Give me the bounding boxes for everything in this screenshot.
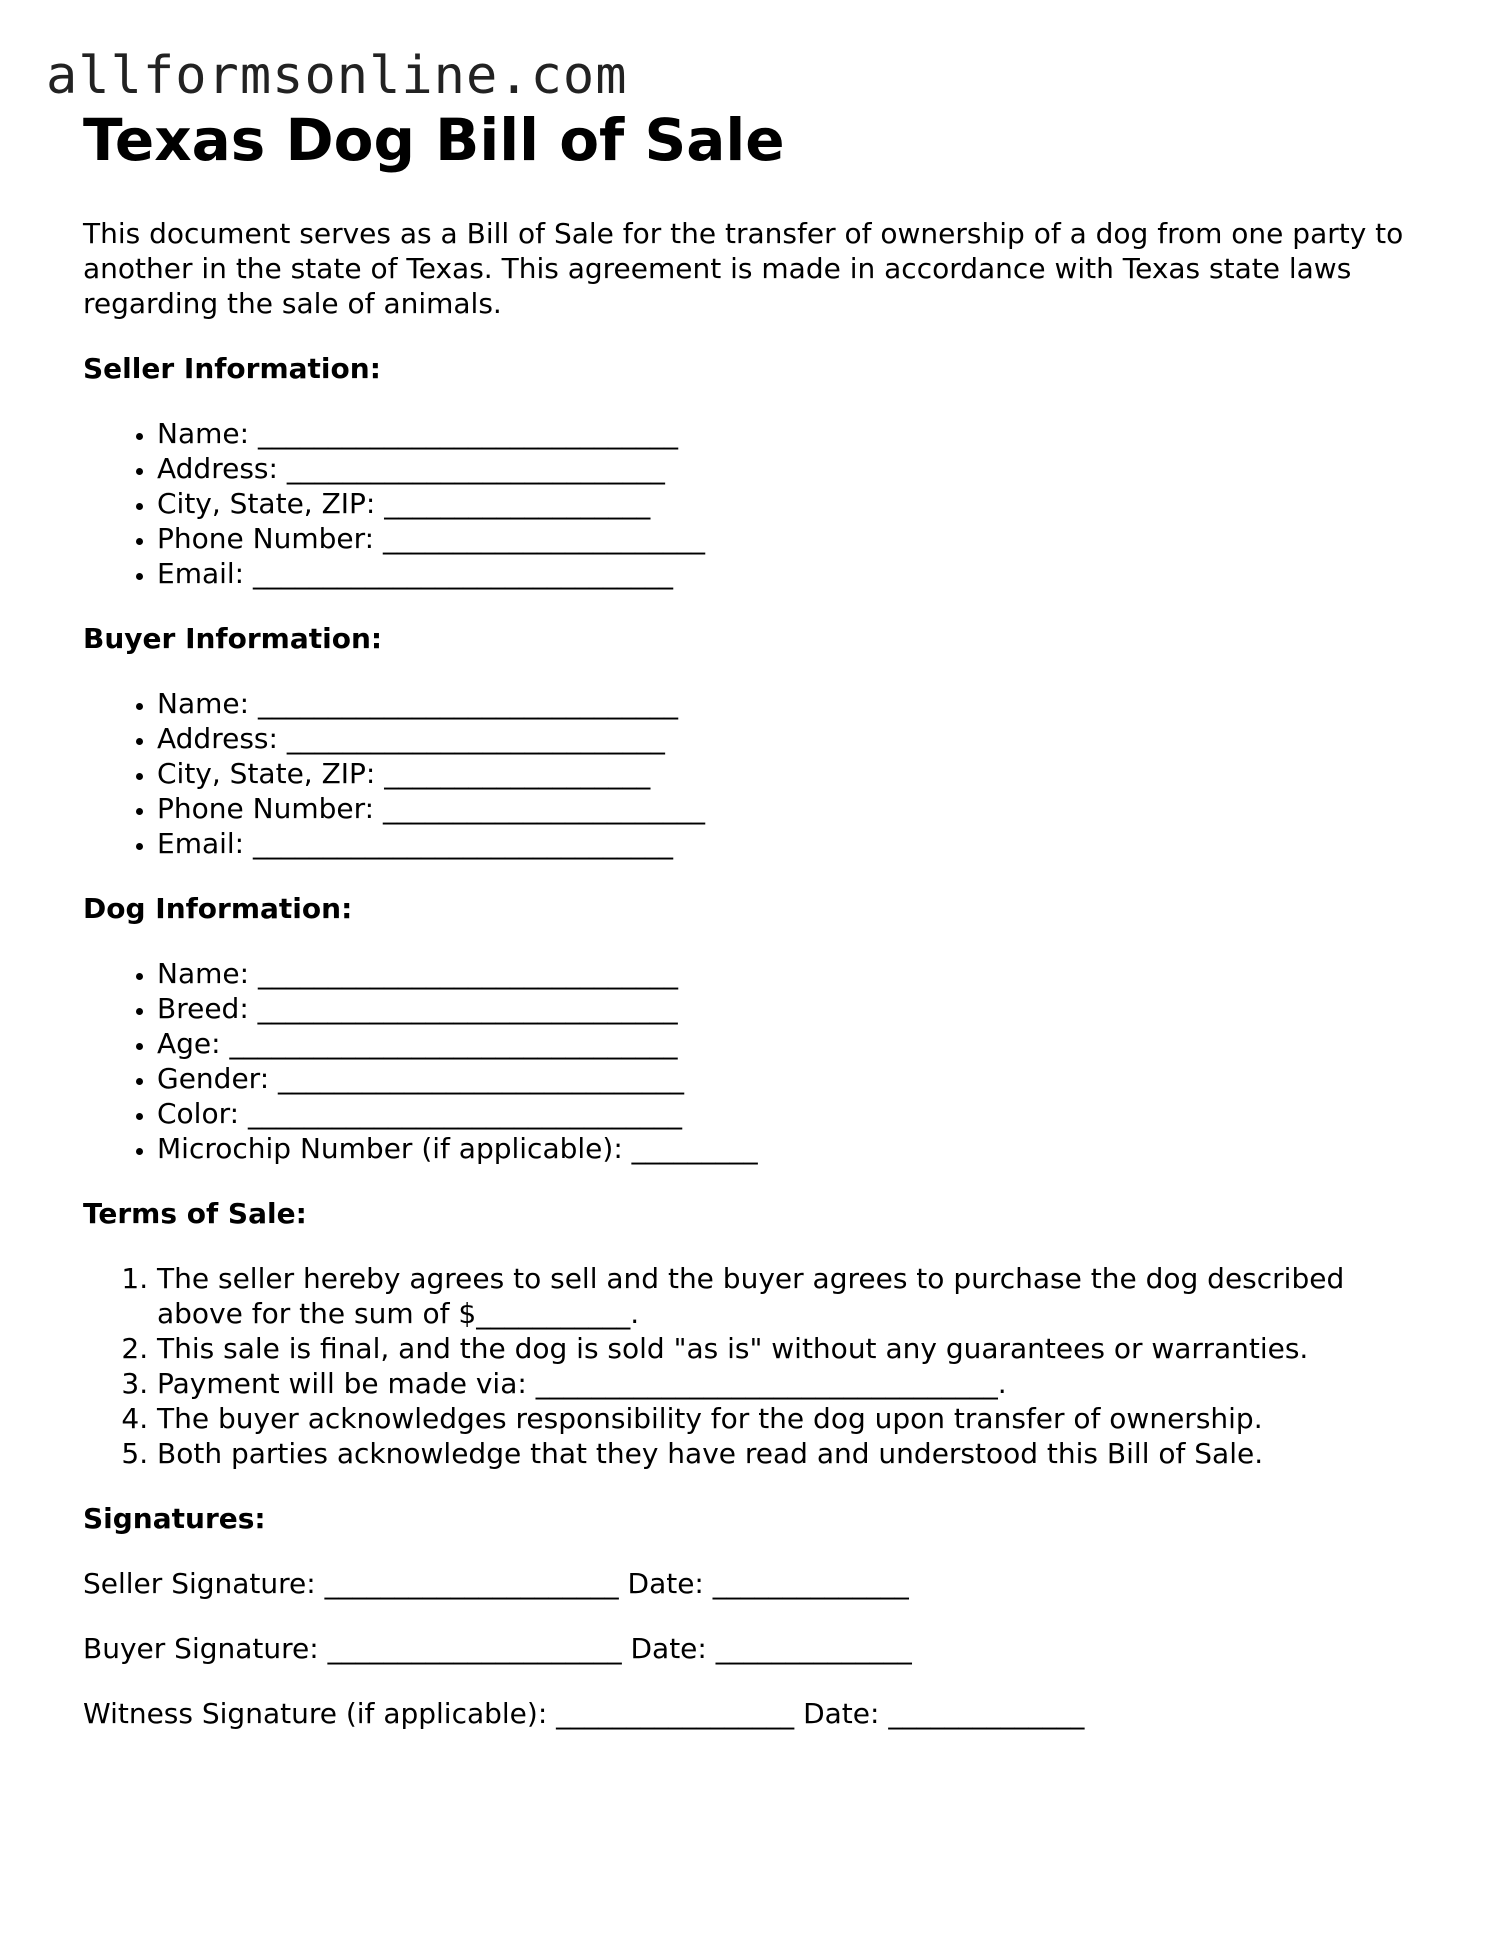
seller-heading: Seller Information: (83, 352, 381, 385)
seller-signature-line: Seller Signature: _____________________ Date: ______________ (83, 1567, 909, 1600)
seller-email-field: • Email: ______________________________ (157, 556, 1423, 591)
dog-heading: Dog Information: (83, 892, 353, 925)
dog-microchip-field: • Microchip Number (if applicable): _________ (157, 1131, 1423, 1166)
buyer-name-field: • Name: ______________________________ (157, 686, 1423, 721)
watermark: allformsonline.com (46, 46, 628, 106)
buyer-email-field: • Email: ______________________________ (157, 826, 1423, 861)
buyer-signature-line: Buyer Signature: _____________________ Date: ______________ (83, 1632, 912, 1665)
terms-item: 2. This sale is final, and the dog is sold "as is" without any guarantees or warranties. (157, 1331, 1423, 1366)
terms-item: 5. Both parties acknowledge that they have read and understood this Bill of Sale. (157, 1436, 1423, 1471)
intro-paragraph: This document serves as a Bill of Sale for the transfer of ownership of a dog from one party to another in the state of Texas. This agreement is made in accordance with Texas state laws regarding the sale of animals. (83, 217, 1404, 320)
dog-name-field: • Name: ______________________________ (157, 956, 1423, 991)
document-body (83, 216, 1423, 1731)
buyer-fields (83, 686, 1423, 861)
dog-breed-field: • Breed: ______________________________ (157, 991, 1423, 1026)
terms-list (83, 1261, 1423, 1471)
signatures-heading: Signatures: (83, 1502, 266, 1535)
seller-phone-field: • Phone Number: _______________________ (157, 521, 1423, 556)
terms-item: 1. The seller hereby agrees to sell and the buyer agrees to purchase the dog described above for the sum of $___________. (157, 1261, 1423, 1331)
terms-heading: Terms of Sale: (83, 1197, 307, 1230)
seller-name-field: • Name: ______________________________ (157, 416, 1423, 451)
buyer-heading: Buyer Information: (83, 622, 383, 655)
seller-fields (83, 416, 1423, 591)
dog-age-field: • Age: ________________________________ (157, 1026, 1423, 1061)
dog-fields (83, 956, 1423, 1166)
dog-color-field: • Color: _______________________________ (157, 1096, 1423, 1131)
seller-address-field: • Address: ___________________________ (157, 451, 1423, 486)
buyer-phone-field: • Phone Number: _______________________ (157, 791, 1423, 826)
terms-item: 4. The buyer acknowledges responsibility for the dog upon transfer of ownership. (157, 1401, 1423, 1436)
buyer-address-field: • Address: ___________________________ (157, 721, 1423, 756)
terms-item: 3. Payment will be made via: _________________________________. (157, 1366, 1423, 1401)
buyer-city-state-zip-field: • City, State, ZIP: ___________________ (157, 756, 1423, 791)
seller-city-state-zip-field: • City, State, ZIP: ___________________ (157, 486, 1423, 521)
witness-signature-line: Witness Signature (if applicable): _________________ Date: ______________ (83, 1697, 1085, 1730)
dog-gender-field: • Gender: _____________________________ (157, 1061, 1423, 1096)
document-title: Texas Dog Bill of Sale (83, 106, 785, 174)
